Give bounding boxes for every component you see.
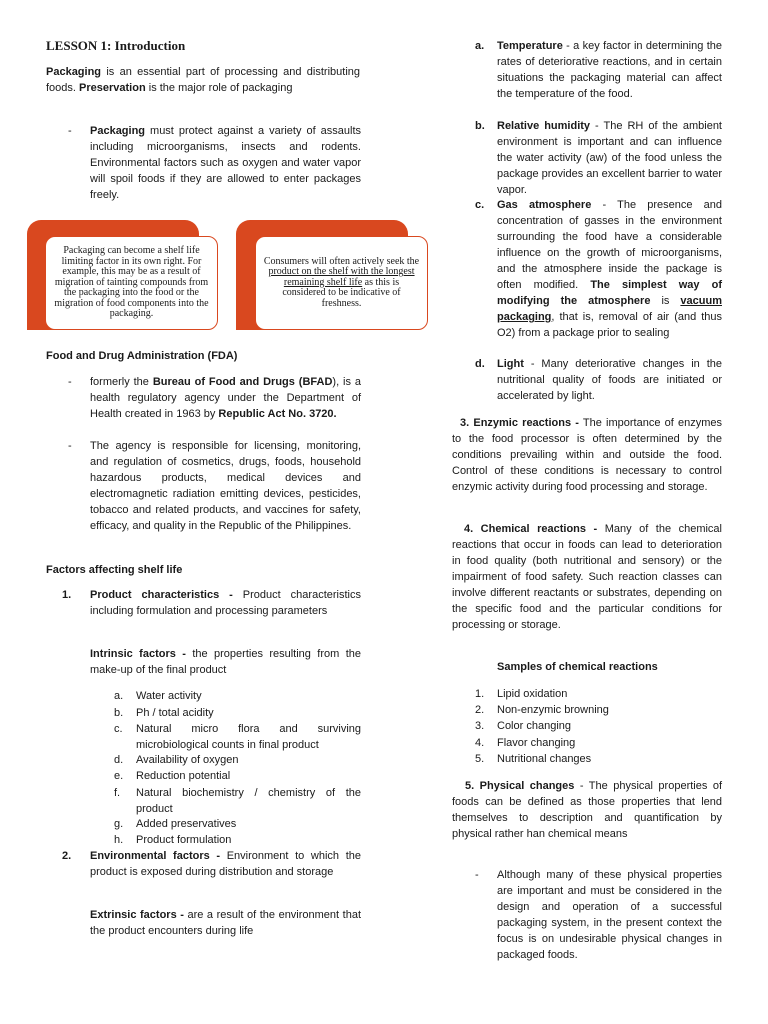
factor-1 <box>62 587 361 619</box>
list-item-text: Water activity <box>136 690 202 702</box>
list-marker: h. <box>114 834 124 846</box>
list-marker: d. <box>114 754 124 766</box>
physical-text: - The physical properties of foods can be defined as those properties that lend themselves to description and quantification by physical rather han chemical means <box>452 780 722 840</box>
env-factor-c-title: Gas atmosphere <box>497 199 592 211</box>
list-marker: 5. <box>475 752 485 765</box>
env-factor-c-text: - The presence and concentration of gasses in the environment surrounding the food have a considerable influence on the growth of microorganisms, and the atmosphere inside the package is often modified. <box>497 199 722 291</box>
enzymic-title: 3. Enzymic reactions - <box>460 417 579 429</box>
page-title: LESSON 1: Introduction <box>46 38 186 53</box>
intrinsic-list-item <box>114 768 361 784</box>
list-marker: a. <box>114 690 124 702</box>
intrinsic-list-item <box>114 752 361 768</box>
env-factor-d-title: Light <box>497 358 524 370</box>
samples-list-item <box>475 718 722 734</box>
samples-list-item <box>475 751 722 767</box>
env-factor-a-text: - a key factor in determining the rates of deteriorative reactions, and in certain situations the packaging material can affect the temperature of the food. <box>497 40 722 100</box>
fda-item-1-pre: formerly the <box>90 376 153 388</box>
intrinsic-list-item <box>114 785 361 817</box>
physical-bullet-text: Although many of these physical properties are important and must be considered in the design and operation of a successful packaging system, in the present context the focus is on undesirable physical changes in packaged foods. <box>497 869 722 961</box>
env-factor-c <box>475 197 722 341</box>
list-item-text: Natural micro flora and surviving microbiological counts in final product <box>136 723 361 751</box>
physical-title: 5. Physical changes <box>465 780 575 792</box>
physical-changes <box>452 778 722 842</box>
factor-1-number: 1. <box>62 589 72 601</box>
intro-term-preservation: Preservation <box>79 82 146 94</box>
list-item-text: Natural biochemistry / chemistry of the product <box>136 787 361 815</box>
list-item-text: Non-enzymic browning <box>497 704 609 717</box>
env-factor-a-marker: a. <box>475 40 485 52</box>
factors-heading: Factors affecting shelf life <box>46 564 183 576</box>
samples-heading: Samples of chemical reactions <box>497 661 658 673</box>
bullet-term: Packaging <box>90 125 146 137</box>
env-factor-b-marker: b. <box>475 120 485 132</box>
list-item-text: Nutritional changes <box>497 752 592 765</box>
fda-bfad: Bureau of Food and Drugs (BFAD <box>152 376 333 388</box>
callout-2-text <box>262 257 421 310</box>
intro-term-packaging: Packaging <box>46 66 102 78</box>
callout-2-box <box>255 236 428 330</box>
extrinsic-title: Extrinsic factors - <box>90 909 184 921</box>
enzymic-reactions <box>452 415 722 495</box>
factor-1-text: Product characteristics including formulation and processing parameters <box>90 589 361 617</box>
list-item-text: Availability of oxygen <box>136 754 239 766</box>
intrinsic-list-item <box>114 832 361 848</box>
list-marker: b. <box>114 707 124 719</box>
samples-list-item <box>475 686 722 702</box>
env-factor-b-text: - The RH of the ambient environment is important and can influence the water activity (aw) of the food unless the package provides an excellent barrier to water vapor. <box>497 120 723 196</box>
physical-bullet <box>475 867 722 963</box>
extrinsic-factors <box>90 907 361 939</box>
list-marker: 4. <box>475 736 485 749</box>
bullet-dash: - <box>68 440 72 452</box>
env-factor-a <box>475 38 722 102</box>
list-item-text: Lipid oxidation <box>497 688 568 700</box>
fda-item-1-mid: ), is a health regulatory agency under the Department of Health created in 1963 by <box>90 376 361 420</box>
list-item-text: Product formulation <box>136 834 232 846</box>
extrinsic-text: are a result of the environment that the product encounters during life <box>90 909 361 937</box>
intrinsic-list-item <box>114 721 361 753</box>
intrinsic-factors <box>90 646 361 678</box>
intro-text-2: is the major role of packaging <box>145 82 293 94</box>
env-factor-d-text: - Many deteriorative changes in the nutritional quality of foods are initiated or accelerated by light. <box>497 358 722 402</box>
callout-1-box <box>45 236 218 330</box>
list-marker: 1. <box>475 688 485 700</box>
list-marker: c. <box>114 723 123 735</box>
list-marker: e. <box>114 770 124 782</box>
intrinsic-list-item <box>114 688 361 704</box>
intro-paragraph <box>46 64 360 96</box>
env-factor-c-text-3: , that is, removal of air (and thus O2) from a package prior to sealing <box>497 311 722 339</box>
samples-list-item <box>475 735 722 751</box>
factor-2-number: 2. <box>62 850 72 862</box>
callout-2-post: as this is considered to be indicative of freshness. <box>282 276 401 309</box>
callout-1-text: Packaging can become a shelf life limiting factor in its own right. For example, this may be as a result of migration of tainting compounds from the packaging into the food or the migration of food components into the packaging. <box>54 245 209 320</box>
chemical-reactions <box>452 521 722 633</box>
bullet-text: must protect against a variety of assaults including microorganisms, insects and rodents. Environmental factors such as oxygen and water vapor will spoil foods if they are allowed to enter packages freely. <box>90 125 361 201</box>
intrinsic-text: the properties resulting from the make-up of the final product <box>90 648 362 676</box>
factor-2-title: Environmental factors - <box>90 850 221 862</box>
intrinsic-title: Intrinsic factors - <box>90 648 186 660</box>
fda-republic-act: Republic Act No. 3720. <box>218 408 337 420</box>
list-item-text: Added preservatives <box>136 818 237 830</box>
env-factor-d-marker: d. <box>475 358 485 370</box>
env-factor-a-title: Temperature <box>497 40 563 52</box>
packaging-bullet <box>68 123 361 203</box>
vacuum-packaging-term: vacuum packaging <box>497 295 722 323</box>
fda-item-2 <box>68 438 361 534</box>
callout-2-underlined: product on the shelf with the longest remaining shelf life <box>268 266 415 288</box>
intrinsic-list-item <box>114 816 361 832</box>
factor-2-text: Environment to which the product is exposed during distribution and storage <box>90 850 361 878</box>
env-factor-c-marker: c. <box>475 199 485 211</box>
enzymic-text: The importance of enzymes to the food processor is often determined by the conditions prevailing within and outside the food. Control of these conditions is necessary to control enzymic activity during food processing and storage. <box>452 417 722 493</box>
list-marker: f. <box>114 787 121 799</box>
list-item-text: Color changing <box>497 720 571 733</box>
intro-text-1: is an essential part of processing and distributing foods. <box>46 66 360 94</box>
env-factor-d <box>475 356 722 404</box>
list-marker: g. <box>114 818 124 830</box>
samples-list-item <box>475 702 722 718</box>
list-item-text: Ph / total acidity <box>136 707 214 719</box>
list-item-text: Flavor changing <box>497 736 576 749</box>
fda-heading: Food and Drug Administration (FDA) <box>46 350 238 362</box>
factor-1-title: Product characteristics - <box>90 589 233 601</box>
list-item-text: Reduction potential <box>136 770 231 782</box>
list-marker: 2. <box>475 704 485 717</box>
env-factor-c-emphasis: The simplest way of modifying the atmosphere <box>497 279 722 307</box>
chemical-title: 4. Chemical reactions - <box>464 523 598 535</box>
factor-2 <box>62 848 361 880</box>
fda-item-2-text: The agency is responsible for licensing, monitoring, and regulation of cosmetics, drugs, foods, household hazardous products, medical devices and electromagnetic radiation emitting devices, pesticides, tobacco and related products, and vaccines for safety, efficacy, and quality in the Republic of the Philippines. <box>90 440 361 532</box>
bullet-dash: - <box>68 125 72 137</box>
env-factor-b <box>475 118 723 198</box>
bullet-dash: - <box>475 869 479 881</box>
fda-item-1 <box>68 374 361 422</box>
bullet-dash: - <box>68 376 72 388</box>
list-marker: 3. <box>475 720 485 733</box>
intrinsic-list-item <box>114 705 361 721</box>
env-factor-c-text-2: is <box>650 295 681 307</box>
chemical-text: Many of the chemical reactions that occur in foods can lead to deterioration in food quality (both nutritional and sensory) or the impairment of food safety. Such reaction classes can involve different reactants or substrates, depending on the specific food and the particular conditions for processing or storage. <box>452 523 722 631</box>
env-factor-b-title: Relative humidity <box>497 120 591 132</box>
callout-2-pre: Consumers will often actively seek the <box>263 255 420 267</box>
